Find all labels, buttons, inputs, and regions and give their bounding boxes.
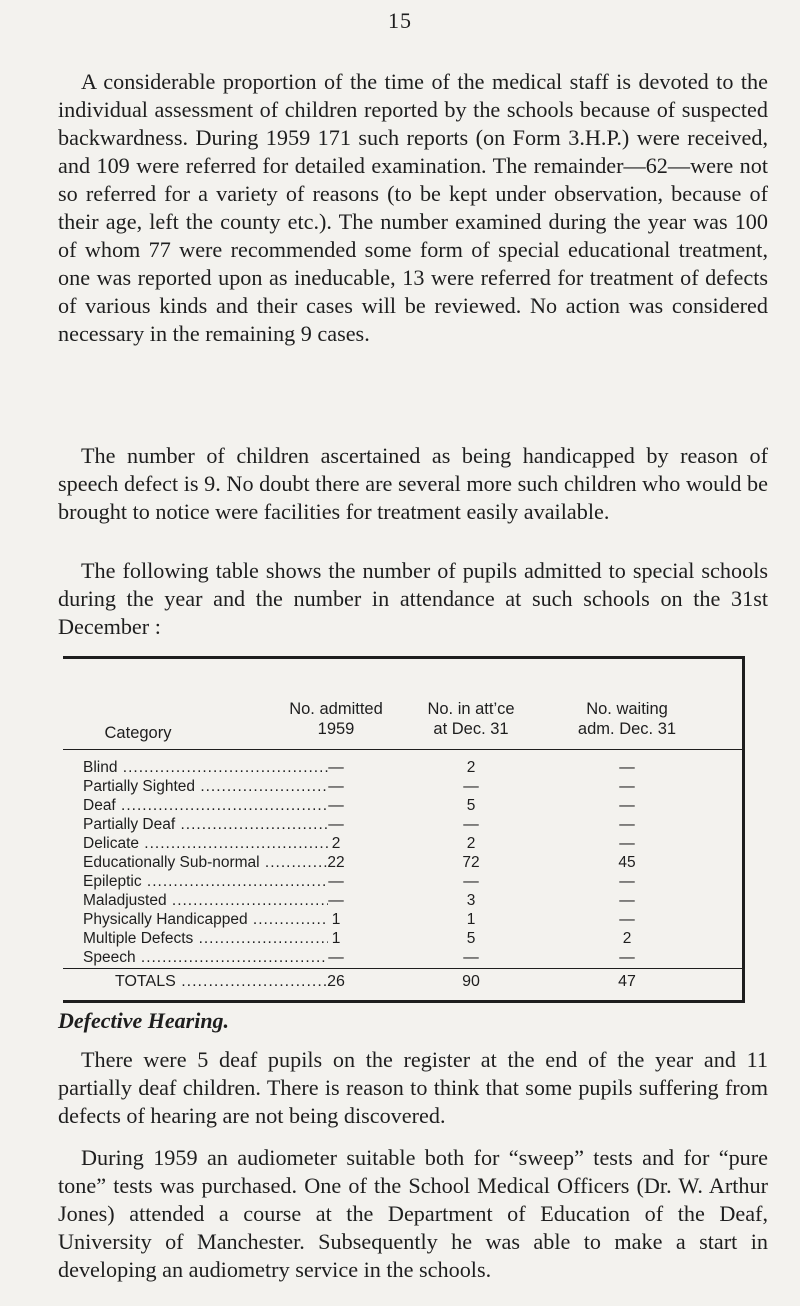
row-admitted: 2: [331, 835, 341, 852]
row-admitted: —: [328, 778, 344, 795]
row-category: Maladjusted .....: [83, 891, 328, 910]
table-row: [63, 891, 742, 910]
header-category: Category: [104, 724, 172, 742]
header-attendance-line2: at Dec. 31: [433, 720, 509, 738]
row-waiting: —: [619, 797, 635, 814]
row-category: Blind .....: [83, 758, 328, 777]
row-waiting: —: [619, 759, 635, 776]
row-waiting: —: [619, 892, 635, 909]
row-waiting: —: [619, 949, 635, 966]
row-admitted: —: [328, 949, 344, 966]
row-category: Partially Deaf .....: [83, 815, 328, 834]
row-category: Epileptic .....: [83, 872, 328, 891]
row-admitted: —: [328, 892, 344, 909]
row-attendance: 5: [466, 930, 476, 947]
row-waiting: —: [619, 873, 635, 890]
table-row: [63, 948, 742, 967]
row-category: Speech .....: [83, 948, 328, 967]
row-category: Partially Sighted .....: [83, 777, 328, 796]
row-attendance: 72: [462, 854, 480, 871]
special-schools-table: [63, 656, 745, 1003]
paragraph-audiometer: During 1959 an audiometer suitable both for “sweep” tests and for “pure tone” tests was purchased. One of the School Medical Officers (Dr. W. Arthur Jones) attended a course at the Department of Education of the Deaf, University of Manchester. Subsequently he was able to make a start in developing an audiometry service in the schools.: [58, 1145, 768, 1282]
header-admitted-line2: 1959: [317, 720, 355, 738]
row-attendance: —: [463, 778, 479, 795]
totals-divider: [63, 968, 742, 969]
row-admitted: —: [328, 816, 344, 833]
row-waiting: —: [619, 816, 635, 833]
row-attendance: —: [463, 816, 479, 833]
row-attendance: 2: [466, 759, 476, 776]
row-waiting: —: [619, 835, 635, 852]
header-waiting-line1: No. waiting: [586, 700, 668, 718]
row-attendance: —: [463, 949, 479, 966]
row-waiting: 2: [622, 930, 632, 947]
row-admitted: 1: [331, 911, 341, 928]
row-attendance: 3: [466, 892, 476, 909]
row-category: Physically Handicapped .....: [83, 910, 328, 929]
header-waiting-line2: adm. Dec. 31: [577, 720, 677, 738]
table-row: [63, 758, 742, 777]
totals-label: TOTALS .....: [115, 972, 328, 991]
paragraph-speech-defect: The number of children ascertained as being handicapped by reason of speech defect is 9. No doubt there are several more such children who would be brought to notice were facilities for treatment easily available.: [58, 443, 768, 524]
row-attendance: 1: [466, 911, 476, 928]
table-row: [63, 853, 742, 872]
row-category: Educationally Sub-normal .....: [83, 853, 328, 872]
header-admitted: [261, 699, 411, 739]
totals-admitted: 26: [327, 973, 345, 990]
row-waiting: —: [619, 911, 635, 928]
totals-row: [63, 972, 742, 991]
row-admitted: 1: [331, 930, 341, 947]
table-row: [63, 834, 742, 853]
header-waiting: [552, 699, 702, 739]
header-attendance-line1: No. in att’ce: [427, 700, 515, 718]
row-attendance: 2: [466, 835, 476, 852]
table-row: [63, 910, 742, 929]
row-category: Multiple Defects .....: [83, 929, 328, 948]
table-row: [63, 929, 742, 948]
row-category: Deaf .....: [83, 796, 328, 815]
table-row: [63, 796, 742, 815]
paragraph-table-intro: The following table shows the number of pupils admitted to special schools during the year and the number in attendance at such schools on the 31st December :: [58, 558, 768, 639]
totals-attendance: 90: [462, 973, 480, 990]
row-waiting: —: [619, 778, 635, 795]
row-category: Delicate .....: [83, 834, 328, 853]
row-attendance: 5: [466, 797, 476, 814]
table-row: [63, 815, 742, 834]
header-attendance: [396, 699, 546, 739]
row-admitted: —: [328, 759, 344, 776]
header-admitted-line1: No. admitted: [289, 700, 383, 718]
row-attendance: —: [463, 873, 479, 890]
table-row: [63, 777, 742, 796]
row-waiting: 45: [618, 854, 636, 871]
row-admitted: —: [328, 797, 344, 814]
paragraph-assessment: A considerable proportion of the time of the medical staff is devoted to the individual assessment of children reported by the schools because of suspected backwardness. During 1959 171 such reports (on Form 3.H.P.) were received, and 109 were referred for detailed examination. The remainder—62—were not so referred for a variety of reasons (to be kept under observation, because of their age, left the county etc.). The number examined during the year was 100 of whom 77 were recommended some form of special educational treatment, one was reported upon as ineducable, 13 were referred for treatment of defects of various kinds and their cases will be reviewed. No action was considered necessary in the remaining 9 cases.: [58, 69, 768, 346]
totals-waiting: 47: [618, 973, 636, 990]
row-admitted: —: [328, 873, 344, 890]
section-heading-defective-hearing: Defective Hearing.: [58, 1008, 230, 1033]
header-divider: [63, 749, 742, 750]
table-row: [63, 872, 742, 891]
row-admitted: 22: [327, 854, 345, 871]
paragraph-deaf-pupils: There were 5 deaf pupils on the register at the end of the year and 11 partially deaf children. There is reason to think that some pupils suffering from defects of hearing are not being discovered.: [58, 1047, 768, 1128]
page-number: 15: [388, 8, 412, 33]
